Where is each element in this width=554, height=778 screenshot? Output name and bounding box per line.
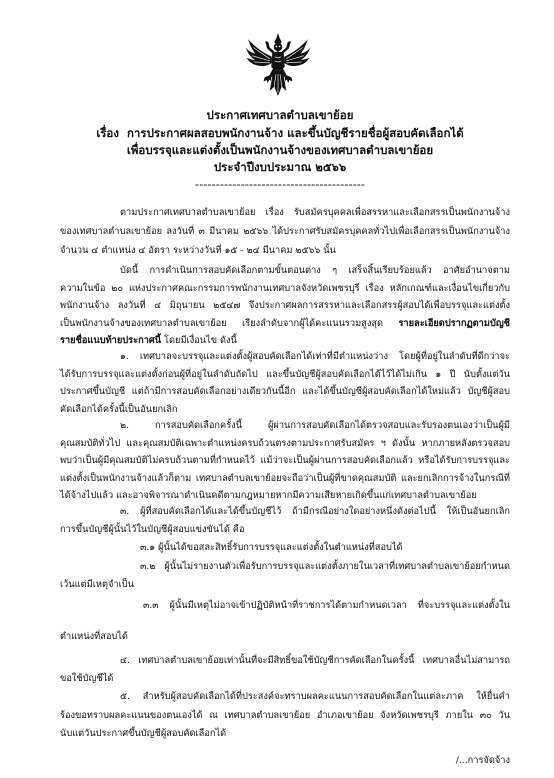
condition-5-line: ร้องขอทราบผลคะแนนของตนเองได้ ณ เทศบาลตำบลเขาย้อย อำเภอเขาย้อย จังหวัดเพชรบุรี ภายใน ๓๐ วัน <box>60 710 510 721</box>
conditions-lead: โดยมีเงื่อนไข ดังนี้ <box>164 335 237 346</box>
announcement-line <box>60 315 510 333</box>
condition-1-line: คัดเลือกได้ครั้งนี้เป็นอันยกเลิก <box>60 404 178 415</box>
intro-line: ตามประกาศเทศบาลตำบลเขาย้อย เรื่อง รับสมัครบุคคลเพื่อสรรหาและเลือกสรรเป็นพนักงานจ้าง <box>120 207 510 218</box>
condition-3-3-line: ตำแหน่งที่สอบได้ <box>60 631 128 642</box>
subject-line <box>6 124 554 142</box>
ranking-text: เป็นพนักงานจ้างของเทศบาลตำบลเขาย้อย เรียงลำดับจากผู้ได้คะแนนรวมสูงสุด <box>60 318 383 329</box>
subject-continuation: เพื่อบรรจุและแต่งตั้งเป็นพนักงานจ้างของเทศบาลตำบลเขาย้อย <box>126 143 434 157</box>
condition-2-line: พบว่าเป็นผู้มีคุณสมบัติไม่ครบถ้วนตามที่กำหนดไว้ แม้ว่าจะเป็นผู้ผ่านการสอบคัดเลือกแล้ว หรือได้รับการบรรจุและ <box>60 455 510 466</box>
garuda-emblem-icon <box>245 33 311 97</box>
condition-1-line: ได้รับการบรรจุและแต่งตั้งก่อนผู้ที่อยู่ในลำดับถัดไป และขึ้นบัญชีผู้สอบคัดเลือกได้ไว้ได้ไม่เกิน ๑ ปี นับตั้งแต่วัน <box>60 369 510 380</box>
announcement-title: ประกาศเทศบาลตำบลเขาย้อย <box>206 108 354 122</box>
condition-3-line: ๓. ผู้ที่สอบคัดเลือกได้และได้ขึ้นบัญชีไว้ ถ้ามีกรณีอย่างใดอย่างหนึ่งดังต่อไปนี้ ให้เป็นอันยกเลิก <box>120 506 510 517</box>
condition-4-line: ขอใช้บัญชีได้ <box>60 673 114 684</box>
attachment-reference-bold: รายชื่อแนบท้ายประกาศนี้ <box>60 335 162 346</box>
condition-2-line: ได้จ้างไปแล้ว และอาจพิจารณาดำเนินคดีตามกฎหมายหากมีความเสียหายเกิดขึ้นแก่เทศบาลตำบลเขาย้อย <box>60 490 477 501</box>
continuation-marker: /...การจัดจ้าง <box>455 755 510 766</box>
condition-3-3-line: ๓.๓ ผู้นั้นมีเหตุไม่อาจเข้าปฏิบัติหน้าที่ราชการได้ตามกำหนดเวลา ที่จะบรรจุและแต่งตั้งใน <box>143 600 510 611</box>
subject-label: เรื่อง <box>96 126 119 140</box>
intro-line: ของเทศบาลตำบลเขาย้อย ลงวันที่ ๓ มีนาคม ๒๕๖๖ ได้ประกาศรับสมัครบุคคลทั่วไปเพื่อเลือกสรรเป็นพนักงานจ้าง <box>60 226 510 237</box>
condition-3-2-line: เว้นแต่มีเหตุจำเป็น <box>60 579 134 590</box>
header-separator: ----------------------------------------- <box>194 177 366 191</box>
condition-1-line: ประกาศขึ้นบัญชี แต่ถ้ามีการสอบคัดเลือกอย่างเดียวกันนี้อีก และได้ขึ้นบัญชีผู้สอบคัดเลือกได้ใหม่แล้ว บัญชีผู้สอบ <box>60 386 510 397</box>
condition-4-line: ๔. เทศบาลตำบลเขาย้อยเท่านั้นที่จะมีสิทธิ์ขอใช้บัญชีการคัดเลือกในครั้งนี้ เทศบาลอื่นไม่สามารถ <box>120 655 510 666</box>
subject-text: การประกาศผลสอบพนักงานจ้าง และขึ้นบัญชีรายชื่อผู้สอบคัดเลือกได้ <box>126 126 464 140</box>
announcement-line: พนักงานจ้าง ลงวันที่ ๔ มิถุนายน ๒๕๔๗ จึงประกาศผลการสรรหาและเลือกสรรผู้สอบได้เพื่อบรรจุและแต่งตั้ง <box>60 300 510 311</box>
condition-1-line: ๑. เทศบาลจะบรรจุและแต่งตั้งผู้สอบคัดเลือกได้เท่าที่มีตำแหน่งว่าง โดยผู้ที่อยู่ในลำดับที่ดีกว่าจะ <box>120 351 510 362</box>
intro-line: จำนวน ๔ ตำแหน่ง ๔ อัตรา ระหว่างวันที่ ๑๕ - ๒๔ มีนาคม ๒๕๖๖ นั้น <box>60 245 336 256</box>
condition-2-line: คุณสมบัติทั่วไป และคุณสมบัติเฉพาะตำแหน่งครบถ้วนตรงตามประกาศรับสมัคร ฯ ดังนั้น หากภายหลังตรวจสอบ <box>60 438 510 449</box>
condition-2-line: แต่งตั้งเป็นพนักงานจ้างแล้วก็ตาม เทศบาลตำบลเขาย้อยจะถือว่าเป็นผู้ที่ขาดคุณสมบัติ และยกเลิกการจ้างในกรณีที่ <box>60 473 510 484</box>
condition-3-line: การขึ้นบัญชีผู้นั้นไว้ในบัญชีผู้สอบแข่งขันได้ คือ <box>60 524 245 535</box>
announcement-line: ความในข้อ ๒๐ แห่งประกาศคณะกรรมการพนักงานเทศบาลจังหวัดเพชรบุรี เรื่อง หลักเกณฑ์และเงื่อนไขเกี่ยวกับ <box>60 283 510 294</box>
condition-5-line: นับแต่วันประกาศขึ้นบัญชีผู้สอบคัดเลือกได้ <box>60 728 227 739</box>
condition-3-2-line: ๓.๒ ผู้นั้นไม่รายงานตัวเพื่อรับการบรรจุและแต่งตั้งภายในเวลาที่เทศบาลตำบลเขาย้อยกำหนด <box>140 561 510 572</box>
details-reference-bold: รายละเอียดปรากฏตามบัญชี <box>398 318 510 329</box>
announcement-line: บัดนี้ การดำเนินการสอบคัดเลือกตามขั้นตอนต่าง ๆ เสร็จสิ้นเรียบร้อยแล้ว อาศัยอำนาจตาม <box>120 265 510 276</box>
fiscal-year: ประจำปีงบประมาณ ๒๕๖๖ <box>213 160 347 174</box>
condition-5-line: ๕. สำหรับผู้สอบคัดเลือกได้ที่ประสงค์จะทราบผลคะแนนการสอบคัดเลือกในแต่ละภาค ให้ยื่นคำ <box>120 691 510 702</box>
condition-3-1-line: ๓.๑ ผู้นั้นได้ขอสละสิทธิ์รับการบรรจุและแต่งตั้งในตำแหน่งที่สอบได้ <box>140 542 403 553</box>
condition-2-line: ๒. การสอบคัดเลือกครั้งนี้ ผู้ผ่านการสอบคัดเลือกได้ตรวจสอบและรับรองตนเองว่าเป็นผู้มี <box>120 420 510 431</box>
